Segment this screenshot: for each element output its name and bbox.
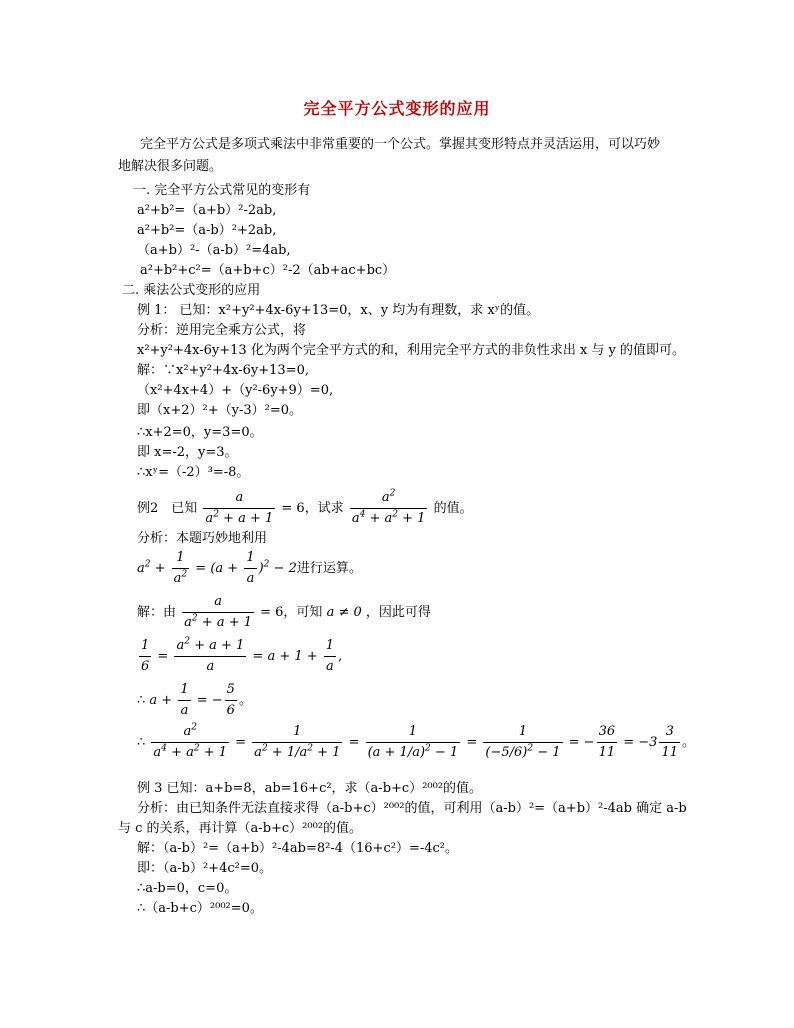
example-1: 例 1： 已知：x²+y²+4x-6y+13=0，x、y 均为有理数，求 xʸ的值。 bbox=[137, 303, 540, 318]
intro-line-1: 完全平方公式是多项式乘法中非常重要的一个公式。掌握其变形特点并灵活运用，可以巧妙 bbox=[140, 137, 661, 152]
example-3-step-1: 解：（a-b）²=（a+b）²-4ab=8²-4（16+c²）=-4c²。 bbox=[137, 841, 458, 856]
example-1-step-4: ∴x+2=0，y=3=0。 bbox=[137, 425, 263, 440]
example-2-step-2: $\frac{1}{6}$ = $\frac{a^2 + a + 1}{a}$ = a + 1 + $\frac{1}{a}$ , bbox=[141, 636, 343, 674]
example-2-mid: = 6，试求 bbox=[281, 501, 344, 516]
example-3-step-2: 即：（a-b）²+4c²=0。 bbox=[137, 861, 272, 876]
example-2-lead: 例2 已知 bbox=[137, 501, 198, 516]
fraction-a-over-a2-a-1: $\frac{a}{a^2 + a + 1}$ bbox=[205, 490, 274, 526]
example-2-statement bbox=[137, 488, 473, 529]
page-title: 完全平方公式变形的应用 bbox=[303, 99, 491, 118]
example-2-solution-lead: 解：由 bbox=[137, 605, 177, 620]
example-1-step-2: （x²+4x+4）+（y²-6y+9）=0, bbox=[137, 383, 334, 398]
formula-3: （a+b）²-（a-b）²=4ab, bbox=[137, 243, 291, 258]
example-1-step-3: 即（x+2）²+（y-3）²=0。 bbox=[137, 403, 302, 418]
example-2-analysis-end: 进行运算。 bbox=[296, 561, 362, 576]
example-1-step-1: 解：∵x²+y²+4x-6y+13=0, bbox=[137, 363, 309, 378]
formula-4: a²+b²+c²=（a+b+c）²-2（ab+ac+bc） bbox=[140, 263, 396, 278]
section-heading-1: 一. 完全平方公式常见的变形有 bbox=[133, 183, 311, 198]
formula-1: a²+b²=（a+b）²-2ab, bbox=[137, 203, 277, 218]
example-1-step-6: ∴xʸ=（-2）³=-8。 bbox=[137, 465, 250, 480]
formula-2: a²+b²=（a-b）²+2ab, bbox=[137, 223, 277, 238]
example-2-identity: $a^2$ + $\frac{1}{a^2}$ = (a + $\frac{1}{a}$ )$^2$ − 2进行运算。 bbox=[137, 550, 362, 586]
section-heading-2: 二. 乘法公式变形的应用 bbox=[122, 283, 261, 298]
example-1-analysis-1: 分析：逆用完全乘方公式，将 bbox=[137, 323, 307, 338]
intro-line-2: 地解决很多问题。 bbox=[118, 159, 223, 174]
example-2-step-4: ∴ $\frac{a^2}{a^4 + a^2 + 1}$ = $\frac{1}{a^2 + 1/a^2 + 1}$ = $\frac{1}{(a + 1/a)^2 - 1}$ = $\frac{1}{(-5/6)^2 - 1}$ = − $\frac{36}{11}$ = −3 $\frac{3}{11}$ 。 bbox=[137, 722, 696, 760]
example-2-end: 的值。 bbox=[433, 501, 473, 516]
fraction-a2-over-a4-a2-1: $\frac{a^2}{a^4 + a^2 + 1}$ bbox=[351, 488, 426, 526]
example-2-solution-end: ，因此可得 bbox=[365, 605, 431, 620]
example-2-step-3: ∴ a + $\frac{1}{a}$ = − $\frac{5}{6}$ 。 bbox=[137, 682, 252, 718]
example-2-solution-mid: = 6，可知 bbox=[260, 605, 323, 620]
example-3-step-4: ∴（a-b+c）²⁰⁰²=0。 bbox=[137, 901, 263, 916]
example-2-step-1: 解：由 $\frac{a}{a^2 + a + 1}$ = 6，可知 a ≠ 0 ，因此可得 bbox=[137, 594, 431, 630]
example-3-analysis-2: 与 c 的关系，再计算（a-b+c）²⁰⁰²的值。 bbox=[118, 821, 363, 836]
example-3-analysis-1: 分析：由已知条件无法直接求得（a-b+c）²⁰⁰²的值，可利用（a-b）²=（a+b）²-4ab 确定 a-b bbox=[137, 801, 687, 816]
example-1-analysis-2: x²+y²+4x-6y+13 化为两个完全平方式的和，利用完全平方式的非负性求出 x 与 y 的值即可。 bbox=[137, 343, 686, 358]
example-2-analysis: 分析：本题巧妙地利用 bbox=[137, 531, 268, 546]
example-1-step-5: 即 x=-2，y=3。 bbox=[137, 445, 238, 460]
example-3: 例 3 已知：a+b=8，ab=16+c²，求（a-b+c）²⁰⁰²的值。 bbox=[137, 781, 483, 796]
example-3-step-3: ∴a-b=0，c=0。 bbox=[137, 881, 238, 896]
